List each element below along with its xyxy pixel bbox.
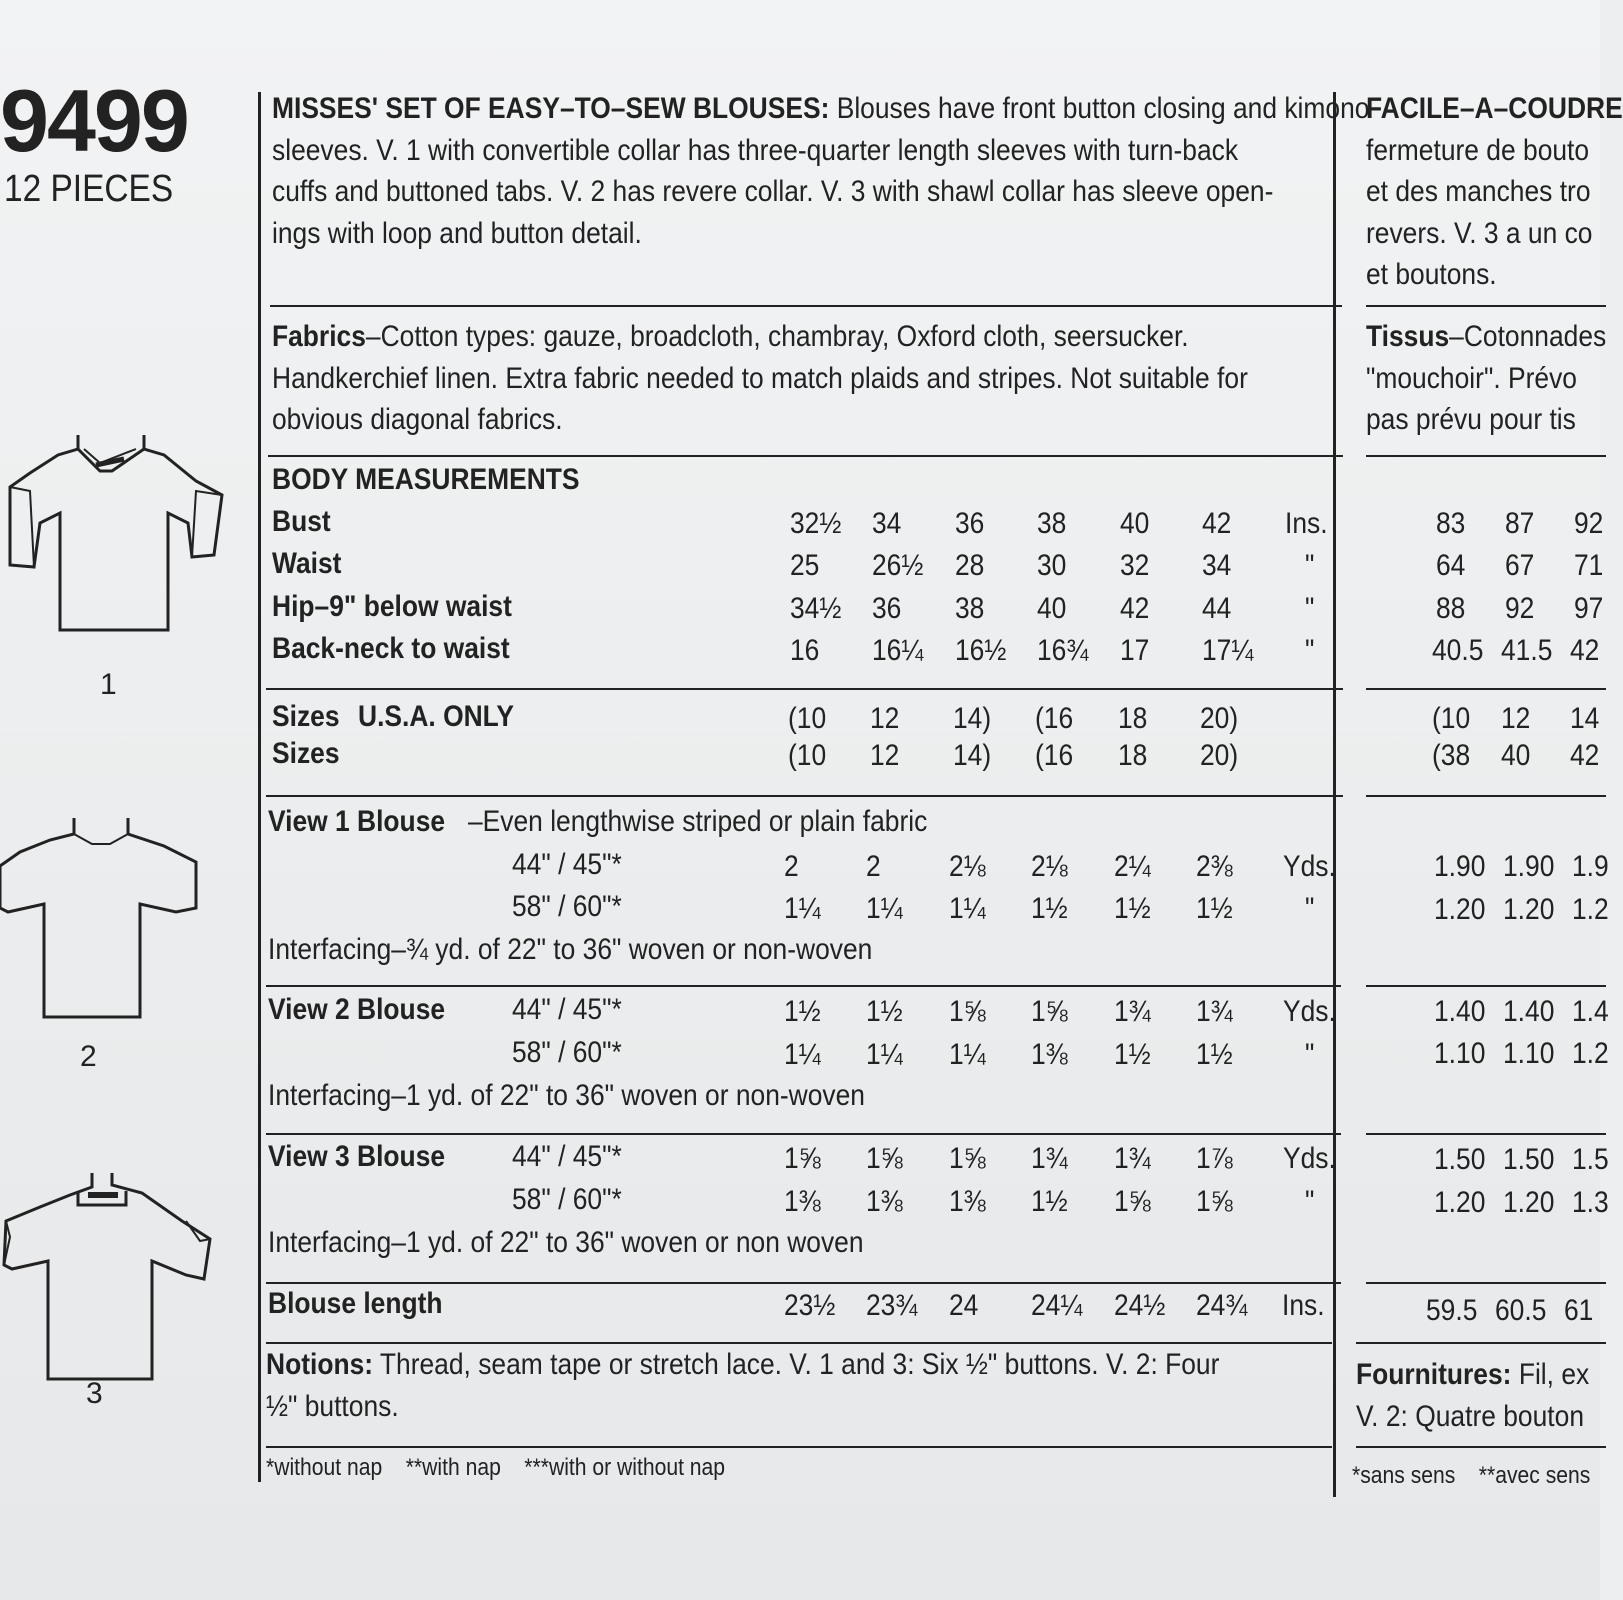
measurement-value: 32 — [1120, 549, 1150, 582]
measurement-value: 34½ — [790, 592, 842, 625]
french-measure-value: 92 — [1505, 592, 1535, 625]
measurement-value: 16 — [790, 634, 820, 667]
french-notions — [1356, 1354, 1589, 1437]
interfacing-note: Interfacing–¾ yd. of 22" to 36" woven or non-woven — [268, 933, 873, 966]
french-yardage-value: 1.50 — [1503, 1143, 1555, 1176]
french-fabrics-line-2: "mouchoir". Prévo — [1366, 361, 1577, 395]
length-value: 24½ — [1114, 1289, 1166, 1322]
yardage-value: 1⅝ — [1031, 995, 1068, 1028]
yardage-value: 2⅜ — [1196, 850, 1233, 883]
yardage-value: 1⅜ — [784, 1185, 821, 1218]
french-length-value: 60.5 — [1495, 1294, 1547, 1327]
yardage-value: 1⅝ — [784, 1142, 821, 1175]
yardage-value: 1½ — [1196, 1038, 1233, 1071]
size-value: (10 — [788, 702, 827, 735]
yardage-value: 1⅝ — [866, 1142, 903, 1175]
size-value: 18 — [1118, 702, 1148, 735]
french-measure-value: 64 — [1436, 549, 1466, 582]
measurement-label: Waist — [272, 547, 342, 580]
yardage-value: 1⅜ — [866, 1185, 903, 1218]
french-notions-line-2: V. 2: Quatre bouton — [1356, 1399, 1585, 1433]
french-fabrics-line-1: –Cotonnades — [1449, 320, 1607, 353]
french-yardage-value: 1.4 — [1572, 995, 1609, 1028]
french-measure-value: 83 — [1436, 507, 1466, 540]
french-yardage-value: 1.20 — [1434, 1186, 1486, 1219]
view-2-sketch — [0, 812, 210, 1022]
size-value: 12 — [870, 739, 900, 772]
notions — [266, 1344, 1219, 1427]
notions-line-2: ½" buttons. — [266, 1389, 399, 1423]
size-value: (16 — [1035, 702, 1074, 735]
view-title: View 2 Blouse — [268, 993, 446, 1026]
yardage-value: 1½ — [784, 995, 821, 1028]
pattern-number: 9499 — [0, 71, 188, 170]
yardage-value: 1½ — [1114, 892, 1151, 925]
fabrics-line-2: Handkerchief linen. Extra fabric needed to match plaids and stripes. Not suitable for — [272, 361, 1248, 395]
measurement-value: 16¼ — [872, 634, 924, 667]
french-footnote: *sans sens **avec sens — [1352, 1462, 1591, 1489]
view-3-number: 3 — [86, 1377, 103, 1410]
french-size-value: (38 — [1432, 739, 1471, 772]
measurement-value: 28 — [955, 549, 985, 582]
yardage-value: 1⅝ — [1114, 1185, 1151, 1218]
unit-label: " — [1305, 549, 1315, 582]
yardage-value: 1⅞ — [1196, 1142, 1233, 1175]
divider — [1366, 1133, 1606, 1135]
left-column-rule — [258, 92, 261, 1482]
view-1-sketch — [0, 425, 225, 645]
length-value: 24¾ — [1196, 1289, 1248, 1322]
french-measure-value: 42 — [1570, 634, 1600, 667]
length-value: 23¾ — [866, 1289, 918, 1322]
french-fabrics-line-3: pas prévu pour tis — [1366, 403, 1576, 436]
french-fabrics — [1366, 316, 1606, 441]
unit-label: " — [1305, 592, 1315, 625]
french-yardage-value: 1.90 — [1503, 850, 1555, 883]
view-title: View 1 Blouse — [268, 805, 446, 838]
yardage-value: 1⅜ — [949, 1185, 986, 1218]
divider — [1366, 795, 1606, 797]
measurement-value: 40 — [1120, 507, 1150, 540]
yardage-value: 1¾ — [1114, 995, 1151, 1028]
interfacing-note: Interfacing–1 yd. of 22" to 36" woven or non-woven — [268, 1079, 865, 1112]
french-desc-line-4: et boutons. — [1366, 258, 1497, 291]
fabrics-line-3: obvious diagonal fabrics. — [272, 403, 563, 436]
yardage-value: 1¼ — [949, 1038, 986, 1071]
yardage-value: 1¾ — [1196, 995, 1233, 1028]
french-yardage-value: 1.5 — [1572, 1143, 1609, 1176]
measurement-value: 36 — [955, 507, 985, 540]
yardage-value: 2⅛ — [1031, 850, 1068, 883]
description-line-4: ings with loop and button detail. — [272, 216, 642, 250]
measurement-value: 42 — [1120, 592, 1150, 625]
measurement-value: 25 — [790, 549, 820, 582]
divider — [266, 1446, 1332, 1448]
divider — [1366, 305, 1606, 307]
yardage-value: 1⅝ — [949, 995, 986, 1028]
measurement-value: 36 — [872, 592, 902, 625]
fabrics — [272, 316, 1248, 441]
divider — [1366, 455, 1606, 457]
yardage-value: 1¼ — [784, 1038, 821, 1071]
divider — [266, 795, 1343, 797]
fabric-width: 58" / 60"* — [512, 1183, 622, 1216]
yardage-value: 1¼ — [866, 1038, 903, 1071]
unit-label: " — [1305, 634, 1315, 667]
measurement-label: Back-neck to waist — [272, 632, 510, 665]
french-yardage-value: 1.20 — [1434, 893, 1486, 926]
french-yardage-value: 1.50 — [1434, 1143, 1486, 1176]
view-3-sketch — [0, 1165, 215, 1390]
fabrics-label: Fabrics — [272, 320, 366, 353]
unit-label: Yds. — [1283, 995, 1336, 1028]
french-yardage-value: 1.10 — [1503, 1037, 1555, 1070]
divider — [266, 985, 1341, 987]
fabric-width: 44" / 45"* — [512, 848, 622, 881]
divider — [1366, 1282, 1606, 1284]
size-value: 20) — [1200, 702, 1239, 735]
body-measurements-heading: BODY MEASUREMENTS — [272, 463, 580, 496]
french-size-value: 14 — [1570, 702, 1600, 735]
yardage-value: 1½ — [1114, 1038, 1151, 1071]
measurement-label: Bust — [272, 505, 331, 538]
measurement-label: Hip–9" below waist — [272, 590, 512, 623]
sizes-label: Sizes — [272, 700, 340, 733]
unit-label: Yds. — [1283, 1142, 1336, 1175]
sizes-note: U.S.A. ONLY — [358, 700, 514, 733]
french-measure-value: 71 — [1574, 549, 1604, 582]
french-yardage-value: 1.3 — [1572, 1186, 1609, 1219]
divider — [1356, 1446, 1606, 1448]
french-length-value: 59.5 — [1426, 1294, 1478, 1327]
yardage-value: 1¼ — [949, 892, 986, 925]
unit-label: " — [1305, 892, 1315, 925]
divider — [266, 688, 1343, 690]
measurement-value: 17¼ — [1202, 634, 1254, 667]
french-measure-value: 97 — [1574, 592, 1604, 625]
description-line-2: sleeves. V. 1 with convertible collar has three-quarter length sleeves with turn-back — [272, 133, 1239, 167]
yardage-value: 2 — [866, 850, 881, 883]
french-desc-line-2: et des manches tro — [1366, 175, 1591, 208]
size-value: 20) — [1200, 739, 1239, 772]
size-value: (16 — [1035, 739, 1074, 772]
french-size-value: 12 — [1501, 702, 1531, 735]
footnote: *without nap **with nap ***with or without nap — [266, 1454, 726, 1481]
measurement-value: 26½ — [872, 549, 924, 582]
length-value: 23½ — [784, 1289, 836, 1322]
measurement-value: 34 — [872, 507, 902, 540]
french-yardage-value: 1.2 — [1572, 1037, 1609, 1070]
french-desc-line-1: fermeture de bouto — [1366, 133, 1590, 167]
french-yardage-value: 1.90 — [1434, 850, 1486, 883]
divider — [1366, 688, 1606, 690]
view-1-number: 1 — [100, 668, 117, 701]
measurement-value: 16½ — [955, 634, 1007, 667]
french-yardage-value: 1.10 — [1434, 1037, 1486, 1070]
french-title: FACILE–A–COUDRE — [1366, 92, 1623, 125]
sizes-label: Sizes — [272, 737, 340, 770]
description-line-1: Blouses have front button closing and kimono — [836, 92, 1370, 125]
french-size-value: 40 — [1501, 739, 1531, 772]
yardage-value: 1½ — [1031, 892, 1068, 925]
french-desc-line-3: revers. V. 3 a un co — [1366, 216, 1593, 250]
unit-label: Ins. — [1285, 507, 1328, 540]
measurement-value: 16¾ — [1037, 634, 1089, 667]
unit-label: " — [1305, 1185, 1315, 1218]
fabric-width: 58" / 60"* — [512, 1036, 622, 1069]
yardage-value: 1⅝ — [949, 1142, 986, 1175]
measurement-value: 32½ — [790, 507, 842, 540]
yardage-value: 2⅛ — [949, 850, 986, 883]
yardage-value: 1¼ — [866, 892, 903, 925]
description-line-3: cuffs and buttoned tabs. V. 2 has revere collar. V. 3 with shawl collar has sleeve open- — [272, 175, 1274, 208]
french-yardage-value: 1.20 — [1503, 893, 1555, 926]
fabric-width: 58" / 60"* — [512, 890, 622, 923]
blouse-length-label: Blouse length — [268, 1287, 443, 1320]
measurement-value: 17 — [1120, 634, 1150, 667]
notions-line-1: Thread, seam tape or stretch lace. V. 1 and 3: Six ½" buttons. V. 2: Four — [379, 1348, 1220, 1381]
measurement-value: 44 — [1202, 592, 1232, 625]
size-value: 18 — [1118, 739, 1148, 772]
french-measure-value: 92 — [1574, 507, 1604, 540]
french-notions-line-1: Fil, ex — [1518, 1358, 1590, 1391]
view-2-number: 2 — [80, 1040, 97, 1073]
size-value: 14) — [953, 702, 992, 735]
french-measure-value: 41.5 — [1501, 634, 1553, 667]
unit-label: " — [1305, 1038, 1315, 1071]
fabric-width: 44" / 45"* — [512, 1140, 622, 1173]
view-title: View 3 Blouse — [268, 1140, 446, 1173]
french-length-value: 61 — [1564, 1294, 1594, 1327]
french-yardage-value: 1.9 — [1572, 850, 1609, 883]
french-notions-label: Fournitures: — [1356, 1358, 1512, 1391]
divider — [268, 455, 1343, 457]
french-measure-value: 87 — [1505, 507, 1535, 540]
measurement-value: 42 — [1202, 507, 1232, 540]
yardage-value: 1¾ — [1031, 1142, 1068, 1175]
french-measure-value: 67 — [1505, 549, 1535, 582]
divider — [1366, 985, 1606, 987]
unit-label: Yds. — [1283, 850, 1336, 883]
description-title: MISSES' SET OF EASY–TO–SEW BLOUSES: — [272, 92, 830, 125]
divider — [1356, 1342, 1606, 1344]
french-yardage-value: 1.40 — [1503, 995, 1555, 1028]
notions-label: Notions: — [266, 1348, 374, 1381]
french-yardage-value: 1.2 — [1572, 893, 1609, 926]
yardage-value: 1½ — [1031, 1185, 1068, 1218]
view-subtitle: –Even lengthwise striped or plain fabric — [468, 805, 928, 838]
yardage-value: 2 — [784, 850, 799, 883]
length-value: 24¼ — [1031, 1289, 1083, 1322]
divider — [266, 1133, 1341, 1135]
french-fabrics-label: Tissus — [1366, 320, 1450, 353]
yardage-value: 2¼ — [1114, 850, 1151, 883]
french-description — [1366, 88, 1623, 296]
fabrics-line-1: –Cotton types: gauze, broadcloth, chambray, Oxford cloth, seersucker. — [365, 320, 1189, 353]
yardage-value: 1⅝ — [1196, 1185, 1233, 1218]
french-measure-value: 40.5 — [1432, 634, 1484, 667]
size-value: 12 — [870, 702, 900, 735]
french-measure-value: 88 — [1436, 592, 1466, 625]
description — [272, 88, 1369, 254]
french-yardage-value: 1.40 — [1434, 995, 1486, 1028]
piece-count: 12 PIECES — [4, 168, 174, 210]
divider — [270, 305, 1342, 307]
unit-label: Ins. — [1282, 1289, 1325, 1322]
divider — [266, 1282, 1341, 1284]
size-value: 14) — [953, 739, 992, 772]
french-yardage-value: 1.20 — [1503, 1186, 1555, 1219]
measurement-value: 30 — [1037, 549, 1067, 582]
measurement-value: 38 — [955, 592, 985, 625]
length-value: 24 — [949, 1289, 979, 1322]
french-size-value: (10 — [1432, 702, 1471, 735]
yardage-value: 1½ — [866, 995, 903, 1028]
measurement-value: 38 — [1037, 507, 1067, 540]
size-value: (10 — [788, 739, 827, 772]
french-size-value: 42 — [1570, 739, 1600, 772]
measurement-value: 40 — [1037, 592, 1067, 625]
yardage-value: 1¼ — [784, 892, 821, 925]
fabric-width: 44" / 45"* — [512, 993, 622, 1026]
measurement-value: 34 — [1202, 549, 1232, 582]
yardage-value: 1⅜ — [1031, 1038, 1068, 1071]
interfacing-note: Interfacing–1 yd. of 22" to 36" woven or non woven — [268, 1226, 864, 1259]
yardage-value: 1¾ — [1114, 1142, 1151, 1175]
yardage-value: 1½ — [1196, 892, 1233, 925]
